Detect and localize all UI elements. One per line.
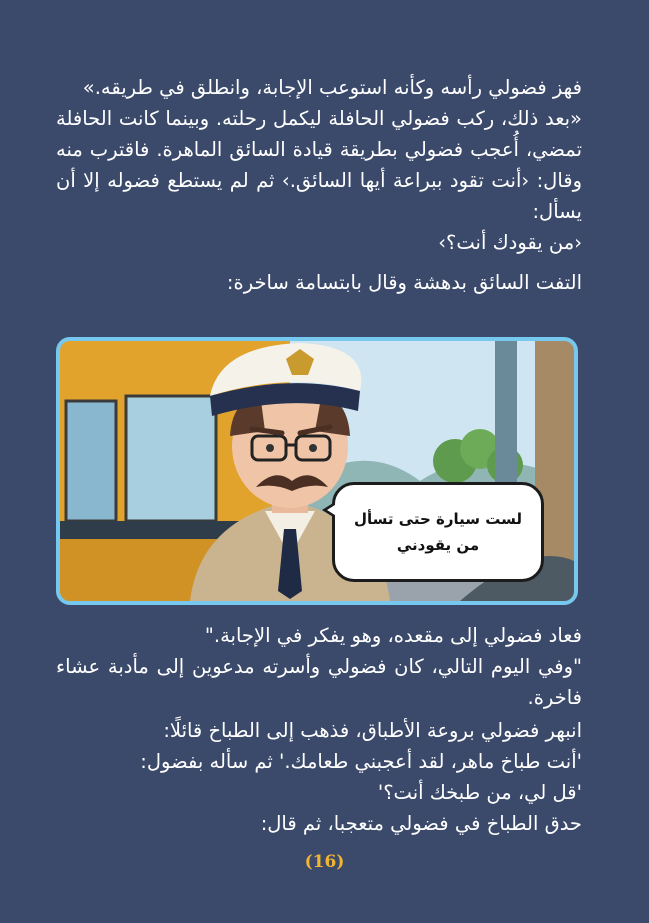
- text-line: 'قل لي، من طبخك أنت؟': [377, 781, 582, 804]
- text-line: فهز فضولي رأسه وكأنه استوعب الإجابة، وانطلق في طريقه.»: [82, 76, 582, 99]
- speech-bubble: [332, 482, 544, 582]
- text-line: ‹من يقودك أنت؟›: [438, 231, 582, 254]
- paragraph-return-and-dinner: [56, 620, 582, 713]
- text-line: "وفي اليوم التالي، كان فضولي وأسرته مدعوين إلى مأدبة عشاء فاخرة.: [56, 655, 582, 709]
- bubble-line: لست سيارة حتى تسأل: [353, 510, 523, 528]
- paragraph-driver-reaction: التفت السائق بدهشة وقال بابتسامة ساخرة:: [226, 271, 582, 294]
- text-line: 'أنت طباخ ماهر، لقد أعجبني طعامك.' ثم سأله بفضول:: [140, 750, 582, 773]
- text-line: انبهر فضولي بروعة الأطباق، فذهب إلى الطباخ قائلًا:: [163, 719, 582, 742]
- paragraph-bus-story: [56, 72, 582, 258]
- text-line: فعاد فضولي إلى مقعده، وهو يفكر في الإجابة.": [204, 624, 582, 647]
- paragraph-chef: [56, 715, 582, 839]
- bubble-line: من يقودني: [396, 536, 480, 554]
- page-number: (16): [304, 852, 345, 872]
- speech-bubble-tail-fill: [327, 503, 338, 517]
- text-line: حدق الطباخ في فضولي متعجبا، ثم قال:: [260, 812, 582, 835]
- text-line: «بعد ذلك، ركب فضولي الحافلة ليكمل رحلته. وبينما كانت الحافلة تمضي، أُعجب فضولي بطريقة قيادة السائق الماهرة. فاقترب منه وقال: ‹أنت تقود ببراعة أيها السائق.› ثم لم يستطع فضوله إلا أن يسأل:: [56, 107, 582, 223]
